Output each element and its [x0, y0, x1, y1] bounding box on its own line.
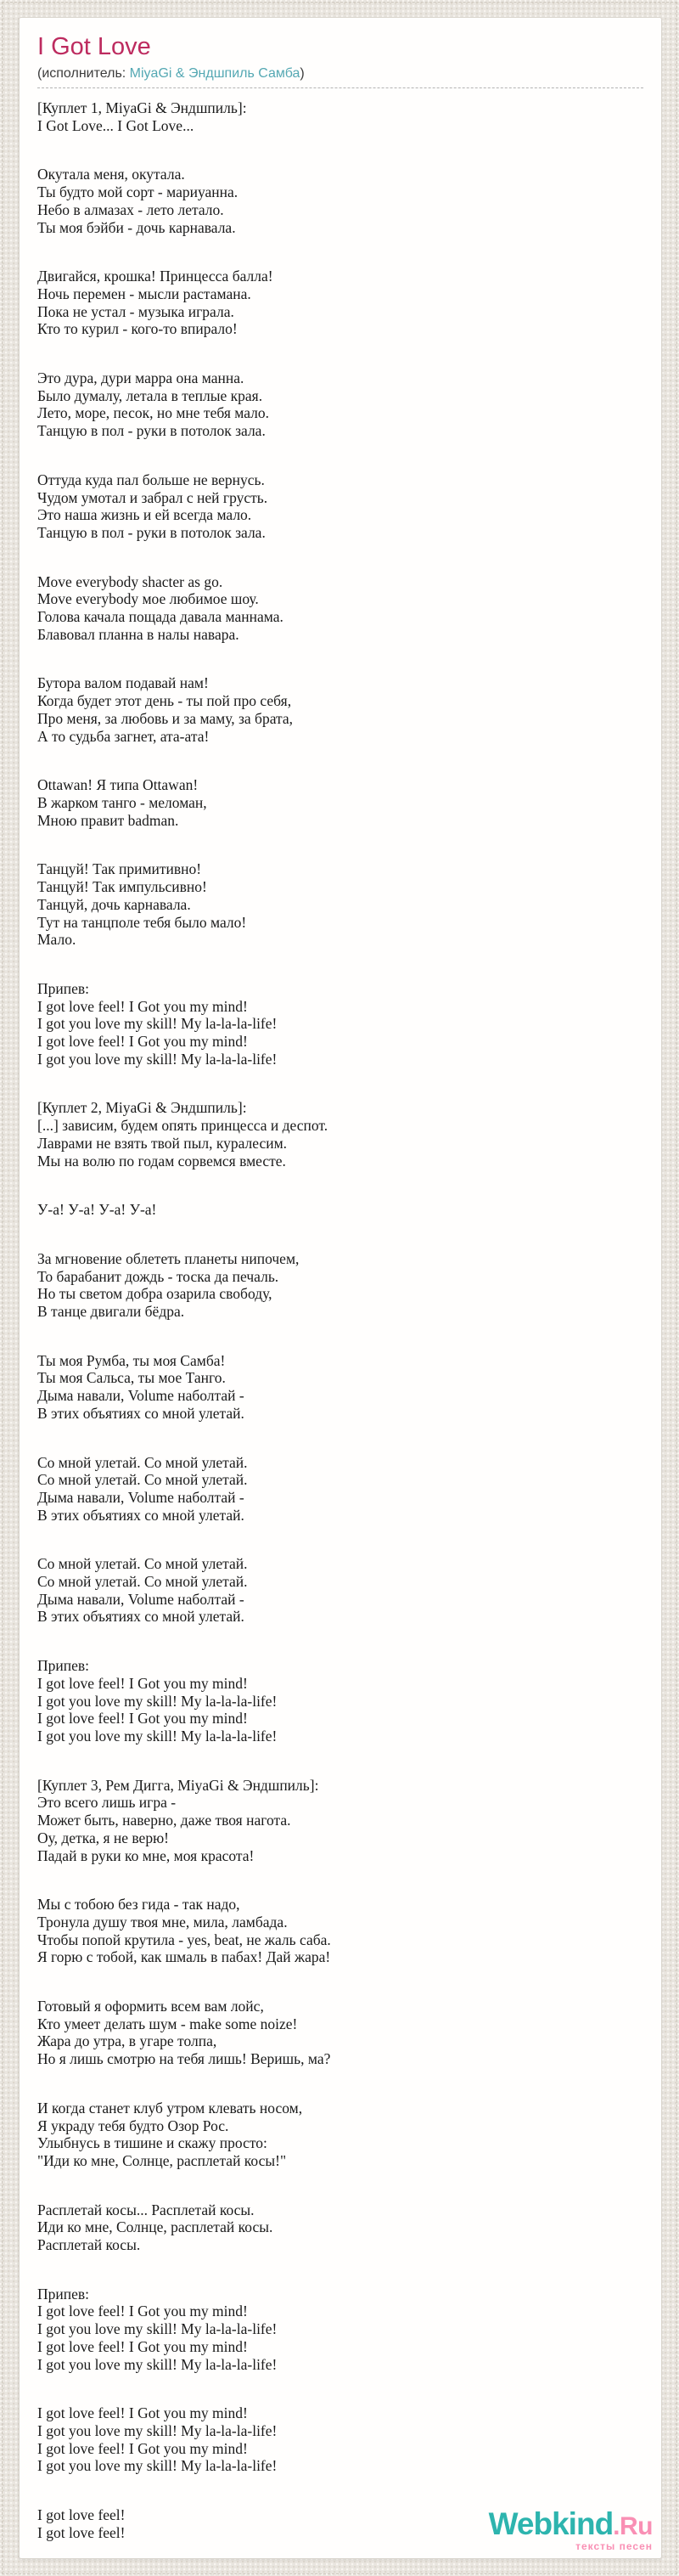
lyrics-stanza: [37, 1777, 643, 1865]
artist-label-close: ): [300, 66, 305, 81]
lyrics-line: Танцую в пол - руки в потолок зала.: [37, 523, 266, 541]
lyrics-line: Припев:: [37, 2285, 90, 2303]
lyrics-line: Тут на танцполе тебя было мало!: [37, 913, 247, 931]
lyrics-stanza: [37, 471, 643, 542]
artist-line: [37, 65, 643, 88]
lyrics-stanza: [37, 980, 643, 1068]
lyrics-line: I got you love my skill! My la-la-la-life!: [37, 1692, 278, 1710]
lyrics-text: [37, 99, 643, 2542]
lyrics-stanza: [37, 573, 643, 644]
lyrics-line: I got love feel! I Got you my mind!: [37, 2303, 248, 2320]
lyrics-line: В этих объятиях со мной улетай.: [37, 1608, 244, 1626]
lyrics-stanza: [37, 860, 643, 949]
lyrics-line: Это дура, дури марра она манна.: [37, 369, 244, 387]
lyrics-line: I got you love my skill! My la-la-la-life!: [37, 2421, 278, 2439]
lyrics-stanza: [37, 268, 643, 338]
lyrics-line: [Куплет 3, Рем Дигга, MiyaGi & Эндшпиль]:: [37, 1776, 319, 1794]
lyrics-line: Дыма навали, Volume наболтай -: [37, 1590, 244, 1608]
lyrics-line: Может быть, наверно, даже твоя нагота.: [37, 1812, 291, 1829]
lyrics-line: А то судьба загнет, ата-ата!: [37, 727, 210, 745]
lyrics-line: I got love feel! I Got you my mind!: [37, 1033, 248, 1051]
lyrics-line: Танцуй, дочь карнавала.: [37, 895, 191, 913]
lyrics-line: Но я лишь смотрю на тебя лишь! Веришь, ма?: [37, 2050, 331, 2068]
lyrics-line: Падай в руки ко мне, моя красота!: [37, 1846, 255, 1864]
lyrics-line: Со мной улетай. Со мной улетай.: [37, 1573, 248, 1591]
lyrics-line: В этих объятиях со мной улетай.: [37, 1506, 244, 1524]
lyrics-stanza: [37, 1454, 643, 1525]
lyrics-line: I got you love my skill! My la-la-la-life!: [37, 1050, 278, 1068]
page-title: I Got Love: [37, 33, 151, 60]
lyrics-stanza: [37, 776, 643, 829]
lyrics-line: Бутора валом подавай нам!: [37, 674, 209, 692]
lyrics-stanza: [37, 99, 643, 134]
lyrics-line: Move everybody мое любимое шоу.: [37, 590, 259, 608]
lyrics-line: Мы с тобою без гида - так надо,: [37, 1896, 240, 1914]
lyrics-line: Мною правит badman.: [37, 811, 179, 829]
lyrics-line: Блавовал планна в налы навара.: [37, 625, 239, 643]
lyrics-line: Это наша жизнь и ей всегда мало.: [37, 506, 252, 524]
lyrics-line: Припев:: [37, 979, 90, 997]
lyrics-line: I got love feel! I Got you my mind!: [37, 1710, 248, 1728]
lyrics-line: Чтобы попой крутила - yes, beat, не жаль саба.: [37, 1931, 331, 1948]
lyrics-line: Оттуда куда пал больше не вернусь.: [37, 471, 265, 488]
lyrics-line: У-а! У-а! У-а! У-а!: [37, 1201, 157, 1219]
webkind-logo-ru: .Ru: [613, 2512, 653, 2540]
lyrics-line: Дыма навали, Volume наболтай -: [37, 1387, 244, 1405]
lyrics-line: В жарком танго - меломан,: [37, 793, 207, 811]
lyrics-line: Ты моя бэйби - дочь карнавала.: [37, 218, 236, 236]
lyrics-line: [Куплет 1, MiyaGi & Эндшпиль]:: [37, 99, 247, 116]
lyrics-line: Кто то курил - кого-то впирало!: [37, 320, 238, 338]
lyrics-stanza: [37, 674, 643, 745]
lyrics-stanza: [37, 1657, 643, 1745]
lyrics-line: Кто умеет делать шум - make some noize!: [37, 2015, 298, 2032]
lyrics-line: [...] зависим, будем опять принцесса и деспот.: [37, 1117, 328, 1135]
lyrics-line: Двигайся, крошка! Принцесса балла!: [37, 268, 273, 285]
lyrics-line: Припев:: [37, 1657, 90, 1675]
lyrics-line: Но ты светом добра озарила свободу,: [37, 1285, 272, 1303]
lyrics-line: Мы на волю по годам сорвемся вместе.: [37, 1152, 286, 1170]
lyrics-line: "Иди ко мне, Солнце, расплетай косы!": [37, 2151, 287, 2169]
lyrics-line: В танце двигали бёдра.: [37, 1303, 185, 1321]
lyrics-line: I got you love my skill! My la-la-la-life!: [37, 2355, 278, 2373]
lyrics-stanza: [37, 1201, 643, 1219]
lyrics-stanza: [37, 1555, 643, 1626]
lyrics-line: Голова качала пощада давала маннама.: [37, 608, 283, 626]
lyrics-line: Улыбнусь в тишине и скажу просто:: [37, 2134, 267, 2152]
lyrics-stanza: [37, 1099, 643, 1170]
lyrics-line: Танцуй! Так импульсивно!: [37, 878, 207, 896]
lyrics-line: Иди ко мне, Солнце, расплетай косы.: [37, 2218, 273, 2236]
lyrics-line: I got you love my skill! My la-la-la-life!: [37, 1015, 278, 1033]
lyrics-stanza: [37, 1250, 643, 1321]
lyrics-line: I got love feel!: [37, 2506, 126, 2524]
lyrics-line: I Got Love... I Got Love...: [37, 116, 194, 134]
lyrics-line: Было думалу, летала в теплые края.: [37, 386, 263, 404]
lyrics-line: Лаврами не взять твой пыл, куралесим.: [37, 1134, 288, 1152]
lyrics-line: Дыма навали, Volume наболтай -: [37, 1488, 244, 1506]
lyrics-stanza: [37, 166, 643, 236]
lyrics-line: Тронула душу твоя мне, мила, ламбада.: [37, 1913, 288, 1931]
lyrics-card: [19, 17, 662, 2559]
lyrics-line: Ты моя Сальса, ты мое Танго.: [37, 1369, 226, 1387]
lyrics-stanza: [37, 2404, 643, 2475]
lyrics-line: Мало.: [37, 931, 76, 949]
lyrics-line: Ты моя Румба, ты моя Самба!: [37, 1351, 226, 1369]
lyrics-line: I got you love my skill! My la-la-la-life!: [37, 2320, 278, 2338]
lyrics-line: Со мной улетай. Со мной улетай.: [37, 1555, 248, 1573]
lyrics-line: Про меня, за любовь и за маму, за брата,: [37, 709, 294, 727]
lyrics-line: Танцуй! Так примитивно!: [37, 860, 202, 878]
lyrics-line: За мгновение облететь планеты нипочем,: [37, 1249, 300, 1267]
lyrics-line: Готовый я оформить всем вам лойс,: [37, 1998, 264, 2015]
artist-link[interactable]: MiyaGi & Эндшпиль Самба: [129, 66, 300, 81]
webkind-logo-text: Webkind: [488, 2506, 614, 2541]
lyrics-line: Move everybody shacter as go.: [37, 572, 223, 590]
lyrics-stanza: [37, 2286, 643, 2374]
lyrics-line: I got love feel! I Got you my mind!: [37, 1674, 248, 1692]
webkind-logo-tagline: тексты песен: [575, 2540, 653, 2552]
lyrics-line: I got love feel! I Got you my mind!: [37, 2404, 248, 2422]
lyrics-line: Я украду тебя будто Озор Рос.: [37, 2117, 229, 2134]
lyrics-line: I got love feel!: [37, 2523, 126, 2541]
lyrics-line: Это всего лишь игра -: [37, 1794, 177, 1812]
lyrics-stanza: [37, 2201, 643, 2254]
lyrics-line: Со мной улетай. Со мной улетай.: [37, 1453, 248, 1471]
lyrics-line: Окутала меня, окутала.: [37, 166, 185, 183]
lyrics-stanza: [37, 2100, 643, 2170]
lyrics-line: I got love feel! I Got you my mind!: [37, 2439, 248, 2457]
lyrics-stanza: [37, 1998, 643, 2068]
lyrics-line: Танцую в пол - руки в потолок зала.: [37, 422, 266, 440]
lyrics-line: Со мной улетай. Со мной улетай.: [37, 1471, 248, 1489]
lyrics-line: Жара до утра, в угаре толпа,: [37, 2032, 217, 2050]
lyrics-line: I got you love my skill! My la-la-la-life!: [37, 1728, 278, 1745]
lyrics-line: I got love feel! I Got you my mind!: [37, 997, 248, 1015]
lyrics-stanza: [37, 1352, 643, 1423]
lyrics-line: То барабанит дождь - тоска да печаль.: [37, 1267, 279, 1285]
lyrics-line: I got love feel! I Got you my mind!: [37, 2337, 248, 2355]
webkind-logo[interactable]: [489, 2508, 653, 2551]
lyrics-line: [Куплет 2, MiyaGi & Эндшпиль]:: [37, 1099, 247, 1117]
lyrics-line: Оу, детка, я не верю!: [37, 1829, 169, 1846]
lyrics-stanza: [37, 369, 643, 440]
lyrics-line: Ночь перемен - мысли растамана.: [37, 285, 251, 302]
lyrics-line: Расплетай косы... Расплетай косы.: [37, 2201, 255, 2218]
lyrics-line: I got you love my skill! My la-la-la-life!: [37, 2457, 278, 2475]
lyrics-line: Ты будто мой сорт - мариуанна.: [37, 183, 238, 201]
lyrics-line: И когда станет клуб утром клевать носом,: [37, 2099, 303, 2117]
lyrics-line: В этих объятиях со мной улетай.: [37, 1404, 244, 1422]
lyrics-stanza: [37, 1896, 643, 1966]
lyrics-line: Когда будет этот день - ты пой про себя,: [37, 692, 292, 710]
artist-label: (исполнитель:: [37, 66, 130, 81]
lyrics-line: Пока не устал - музыка играла.: [37, 302, 234, 320]
lyrics-line: Я горю с тобой, как шмаль в пабах! Дай жара!: [37, 1948, 331, 1966]
lyrics-line: Ottawan! Я типа Ottawan!: [37, 776, 199, 794]
lyrics-line: Небо в алмазах - лето летало.: [37, 200, 224, 218]
lyrics-line: Лето, море, песок, но мне тебя мало.: [37, 404, 269, 422]
lyrics-line: Расплетай косы.: [37, 2236, 141, 2254]
lyrics-line: Чудом умотал и забрал с ней грусть.: [37, 488, 268, 506]
